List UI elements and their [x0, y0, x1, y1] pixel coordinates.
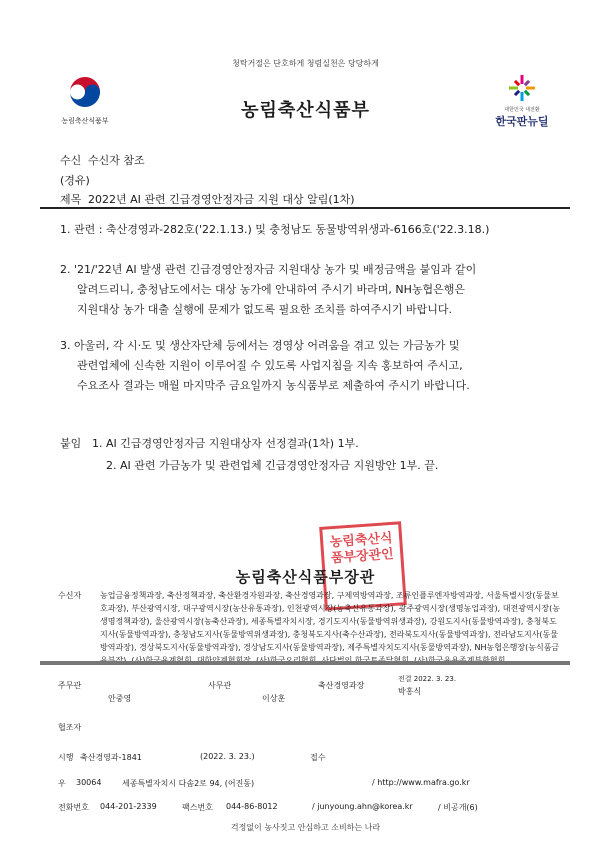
new-deal-small-text: 대한민국 대전환: [504, 107, 540, 113]
phone-number: 044-201-2339: [100, 802, 157, 811]
receipt-label: 접수: [310, 753, 326, 762]
enforce-label: 시행: [58, 753, 74, 762]
logo-caption: 농림축산식품부: [61, 117, 109, 125]
via-label: (경유): [60, 174, 90, 187]
signatory-name: 농림축산식품부장관: [235, 568, 376, 586]
new-deal-title: 한국판뉴딜: [495, 115, 549, 128]
recipients-label: 수신자: [58, 591, 82, 600]
phone-label: 전화번호: [58, 803, 89, 812]
drafter-name: 안중영: [108, 694, 132, 703]
paragraph-3-line: 관련업체에 신속한 지원이 이루어질 수 있도록 사업지침을 지속 홍보하여 주시고,: [77, 359, 463, 372]
new-deal-star-icon: [492, 74, 552, 102]
officer-label: 사무관: [208, 681, 232, 690]
recipients-list: 농업금융정책과장, 축산정책과장, 축산환경자원과장, 축산경영과장, 구제역방역과장, 조류인플루엔자방역과장, 서울특별시장(동물보호과장), 부산광역시장, 대구광역시장(농산유통과장), 인천광역시장(농축산유통과장), 광주광역시장(생명농업과장), 대전광역시장(농생명정책과장), 울산광역시장(농축산과장), 세종특별자치시장, 경기도지사(동물방역위생과장), 강원도지사(동물방역과장), 충청북도지사(동물방역과장), 충청남도지사(동물방역위생과장), 충청북도지사(축수산과장), 전라북도지사(동물방역과장), 전라남도지사(동물방역과장), 경상북도지사(동물방역과장), 경상남도지사(동물방역과장), 제주특별자치도지사(동물방역과장), NH농협은행장(농식품금: [100, 591, 560, 652]
footer-slogan: 걱정없이 농사짓고 안심하고 소비하는 나라: [230, 823, 381, 832]
recipient-label: 수신: [60, 154, 82, 167]
paragraph-3-line: 수요조사 결과는 매월 마지막주 금요일까지 농식품부로 제출하여 주시기 바랍니다.: [77, 379, 470, 392]
officer-name: 이상훈: [262, 694, 286, 703]
email-link[interactable]: / junyoung.ahn@korea.kr: [312, 802, 413, 811]
disclosure-status: / 비공개(6): [438, 803, 478, 812]
korean-new-deal-logo: [492, 74, 552, 129]
attachment-label: 붙임: [60, 437, 82, 450]
enforce-number: 축산경영과-1841: [80, 753, 142, 762]
fax-number: 044-86-8012: [226, 802, 278, 811]
paragraph-2-line: 지원대상 농가 대출 실행에 문제가 없도록 필요한 조치를 하여주시기 바랍니다.: [77, 303, 452, 316]
recipients-divider: [40, 661, 570, 665]
header-slogan: 청탁거절은 단호하게 청렴실천은 당당하게: [232, 59, 379, 68]
head-label: 축산경영과장: [318, 681, 365, 690]
address: 세종특별자치시 다솜2로 94, (어진동): [122, 779, 255, 788]
postal-prefix: 우: [58, 779, 66, 788]
paragraph-3: [60, 336, 470, 396]
subject-label: 제목: [60, 193, 82, 206]
cooperator-label: 협조자: [58, 723, 82, 732]
recipient-value: 수신자 참조: [88, 154, 145, 167]
issuing-ministry: 농림축산식품부: [241, 100, 370, 121]
official-seal-stamp: 농림축산식 품부장관인: [319, 521, 407, 611]
subject-divider: [40, 207, 570, 209]
attachment-2: 2. AI 관련 가금농가 및 관련업체 긴급경영안정자금 지원방안 1부. 끝.: [106, 459, 439, 472]
enforce-date: (2022. 3. 23.): [200, 752, 255, 761]
paragraph-2-line: 알려드리니, 충청남도에서는 대상 농가에 안내하여 주시기 바라며, NH농협은행은: [77, 283, 465, 296]
paragraph-3-line: 3. 아울러, 각 시·도 및 생산자단체 등에서는 경영상 어려움을 겪고 있는 가금농가 및: [60, 339, 460, 352]
paragraph-2: [60, 260, 476, 320]
fax-label: 팩스번호: [182, 803, 213, 812]
attachment-1: 1. AI 긴급경영안정자금 지원대상자 선정결과(1차) 1부.: [92, 437, 359, 450]
head-date: 전결 2022. 3. 23.: [398, 675, 457, 683]
head-name: 박홍식: [398, 687, 422, 696]
paragraph-1: 1. 관련 : 축산경영과-282호('22.1.13.) 및 충청남도 동물방역위생과-6166호('22.3.18.): [60, 223, 490, 236]
subject-value: 2022년 AI 관련 긴급경영안정자금 지원 대상 알림(1차): [88, 193, 355, 206]
postal-code: 30064: [76, 778, 102, 787]
paragraph-2-line: 2. '21/'22년 AI 발생 관련 긴급경영안정자금 지원대상 농가 및 배정금액을 붙임과 같이: [60, 263, 477, 276]
drafter-label: 주무관: [58, 681, 82, 690]
website-link[interactable]: / http://www.mafra.go.kr: [372, 778, 470, 787]
